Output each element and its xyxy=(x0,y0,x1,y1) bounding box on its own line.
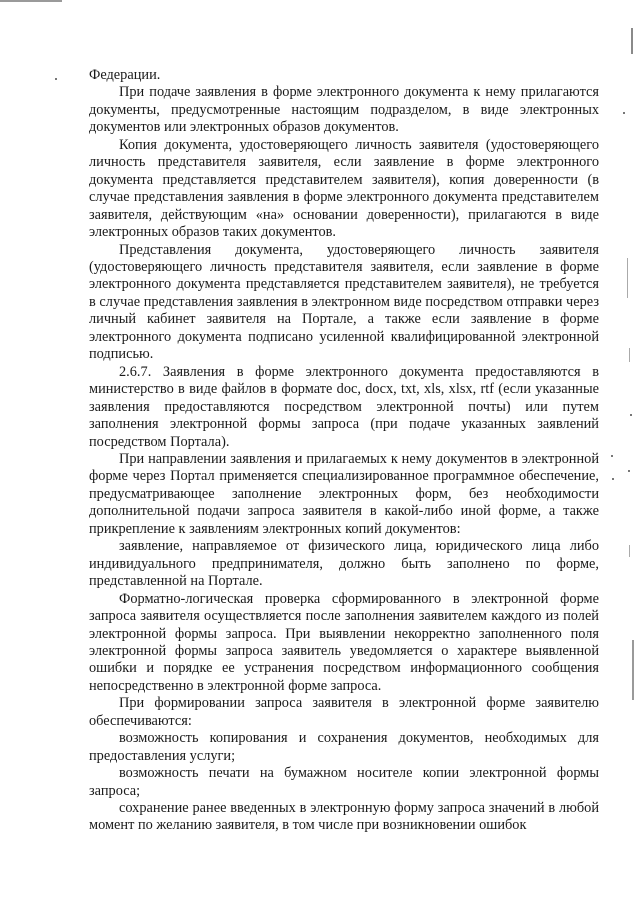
paragraph: сохранение ранее введенных в электронную форму запроса значений в любой момент по желанию заявителя, в том числе при возникновении ошибок xyxy=(89,800,599,834)
paragraph: При направлении заявления и прилагаемых к нему документов в электронной форме через Портал применяется специализированное программное обеспечение, предусматривающее заполнение электронных форм, без необходимости дополнительной подачи запроса заявителя в какой-либо иной форме, а также прикрепление к заявлениям электронных копий документов: xyxy=(89,450,599,537)
scan-artifact-right-mark xyxy=(629,545,630,557)
paragraph: Федерации. xyxy=(89,67,161,83)
scan-artifact-dot xyxy=(55,78,57,80)
scan-artifact-dot xyxy=(628,470,630,472)
paragraph: заявление, направляемое от физического лица, юридического лица либо индивидуального предпринимателя, должно быть заполнено по форме, представленной на Портале. xyxy=(89,538,599,590)
scan-artifact-dot xyxy=(630,414,632,416)
scan-artifact-right-mark xyxy=(627,258,628,298)
scan-artifact-right-mark xyxy=(631,28,633,54)
paragraph: возможность печати на бумажном носителе копии электронной формы запроса; xyxy=(89,765,599,799)
document-body xyxy=(89,67,599,835)
paragraph: Форматно-логическая проверка сформированного в электронной форме запроса заявителя осуществляется после заполнения заявителем каждого из полей электронной формы запроса. При выявлении некорректно заполненного поля электронной формы запроса заявитель уведомляется о характере выявленной ошибки и порядке ее устранения посредством информационного сообщения непосредственно в электронной форме запроса. xyxy=(89,590,599,694)
scan-artifact-dot xyxy=(612,478,614,480)
paragraph: 2.6.7. Заявления в форме электронного документа предоставляются в министерство в виде файлов в формате doc, docx, txt, xls, xlsx, rtf (если указанные заявления предоставляются посредством электронной почты) или путем заполнения электронной формы запроса (при подаче указанных заявлений посредством Портала). xyxy=(89,363,599,450)
paragraph: При формировании запроса заявителя в электронной форме заявителю обеспечиваются: xyxy=(89,695,599,729)
paragraph: При подаче заявления в форме электронного документа к нему прилагаются документы, предусмотренные настоящим подразделом, в виде электронных документов или электронных образов документов. xyxy=(89,84,599,136)
scan-artifact-dot xyxy=(623,112,625,114)
scan-artifact-right-mark xyxy=(629,348,630,362)
paragraph: Копия документа, удостоверяющего личность заявителя (удостоверяющего личность представителя заявителя, если заявление в форме электронного документа представляется представителем заявителя), копия доверенности (в случае представления заявления в форме электронного документа представителем заявителя, действующим «на» основании доверенности), прилагаются в виде электронных образов таких документов. xyxy=(89,136,599,241)
scan-artifact-right-mark xyxy=(632,640,634,700)
paragraph: Представления документа, удостоверяющего личность заявителя (удостоверяющего личность представителя заявителя, если заявление в форме электронного документа представляется представителем заявителя), не требуется в случае представления заявления в электронном виде посредством отправки через личный кабинет заявителя на Портале, а также если заявление в форме электронного документа подписано усиленной квалифицированной электронной подписью. xyxy=(89,241,599,363)
scan-artifact-dot xyxy=(611,455,613,457)
paragraph: возможность копирования и сохранения документов, необходимых для предоставления услуги; xyxy=(89,730,599,764)
scan-artifact-top-line xyxy=(0,0,62,2)
